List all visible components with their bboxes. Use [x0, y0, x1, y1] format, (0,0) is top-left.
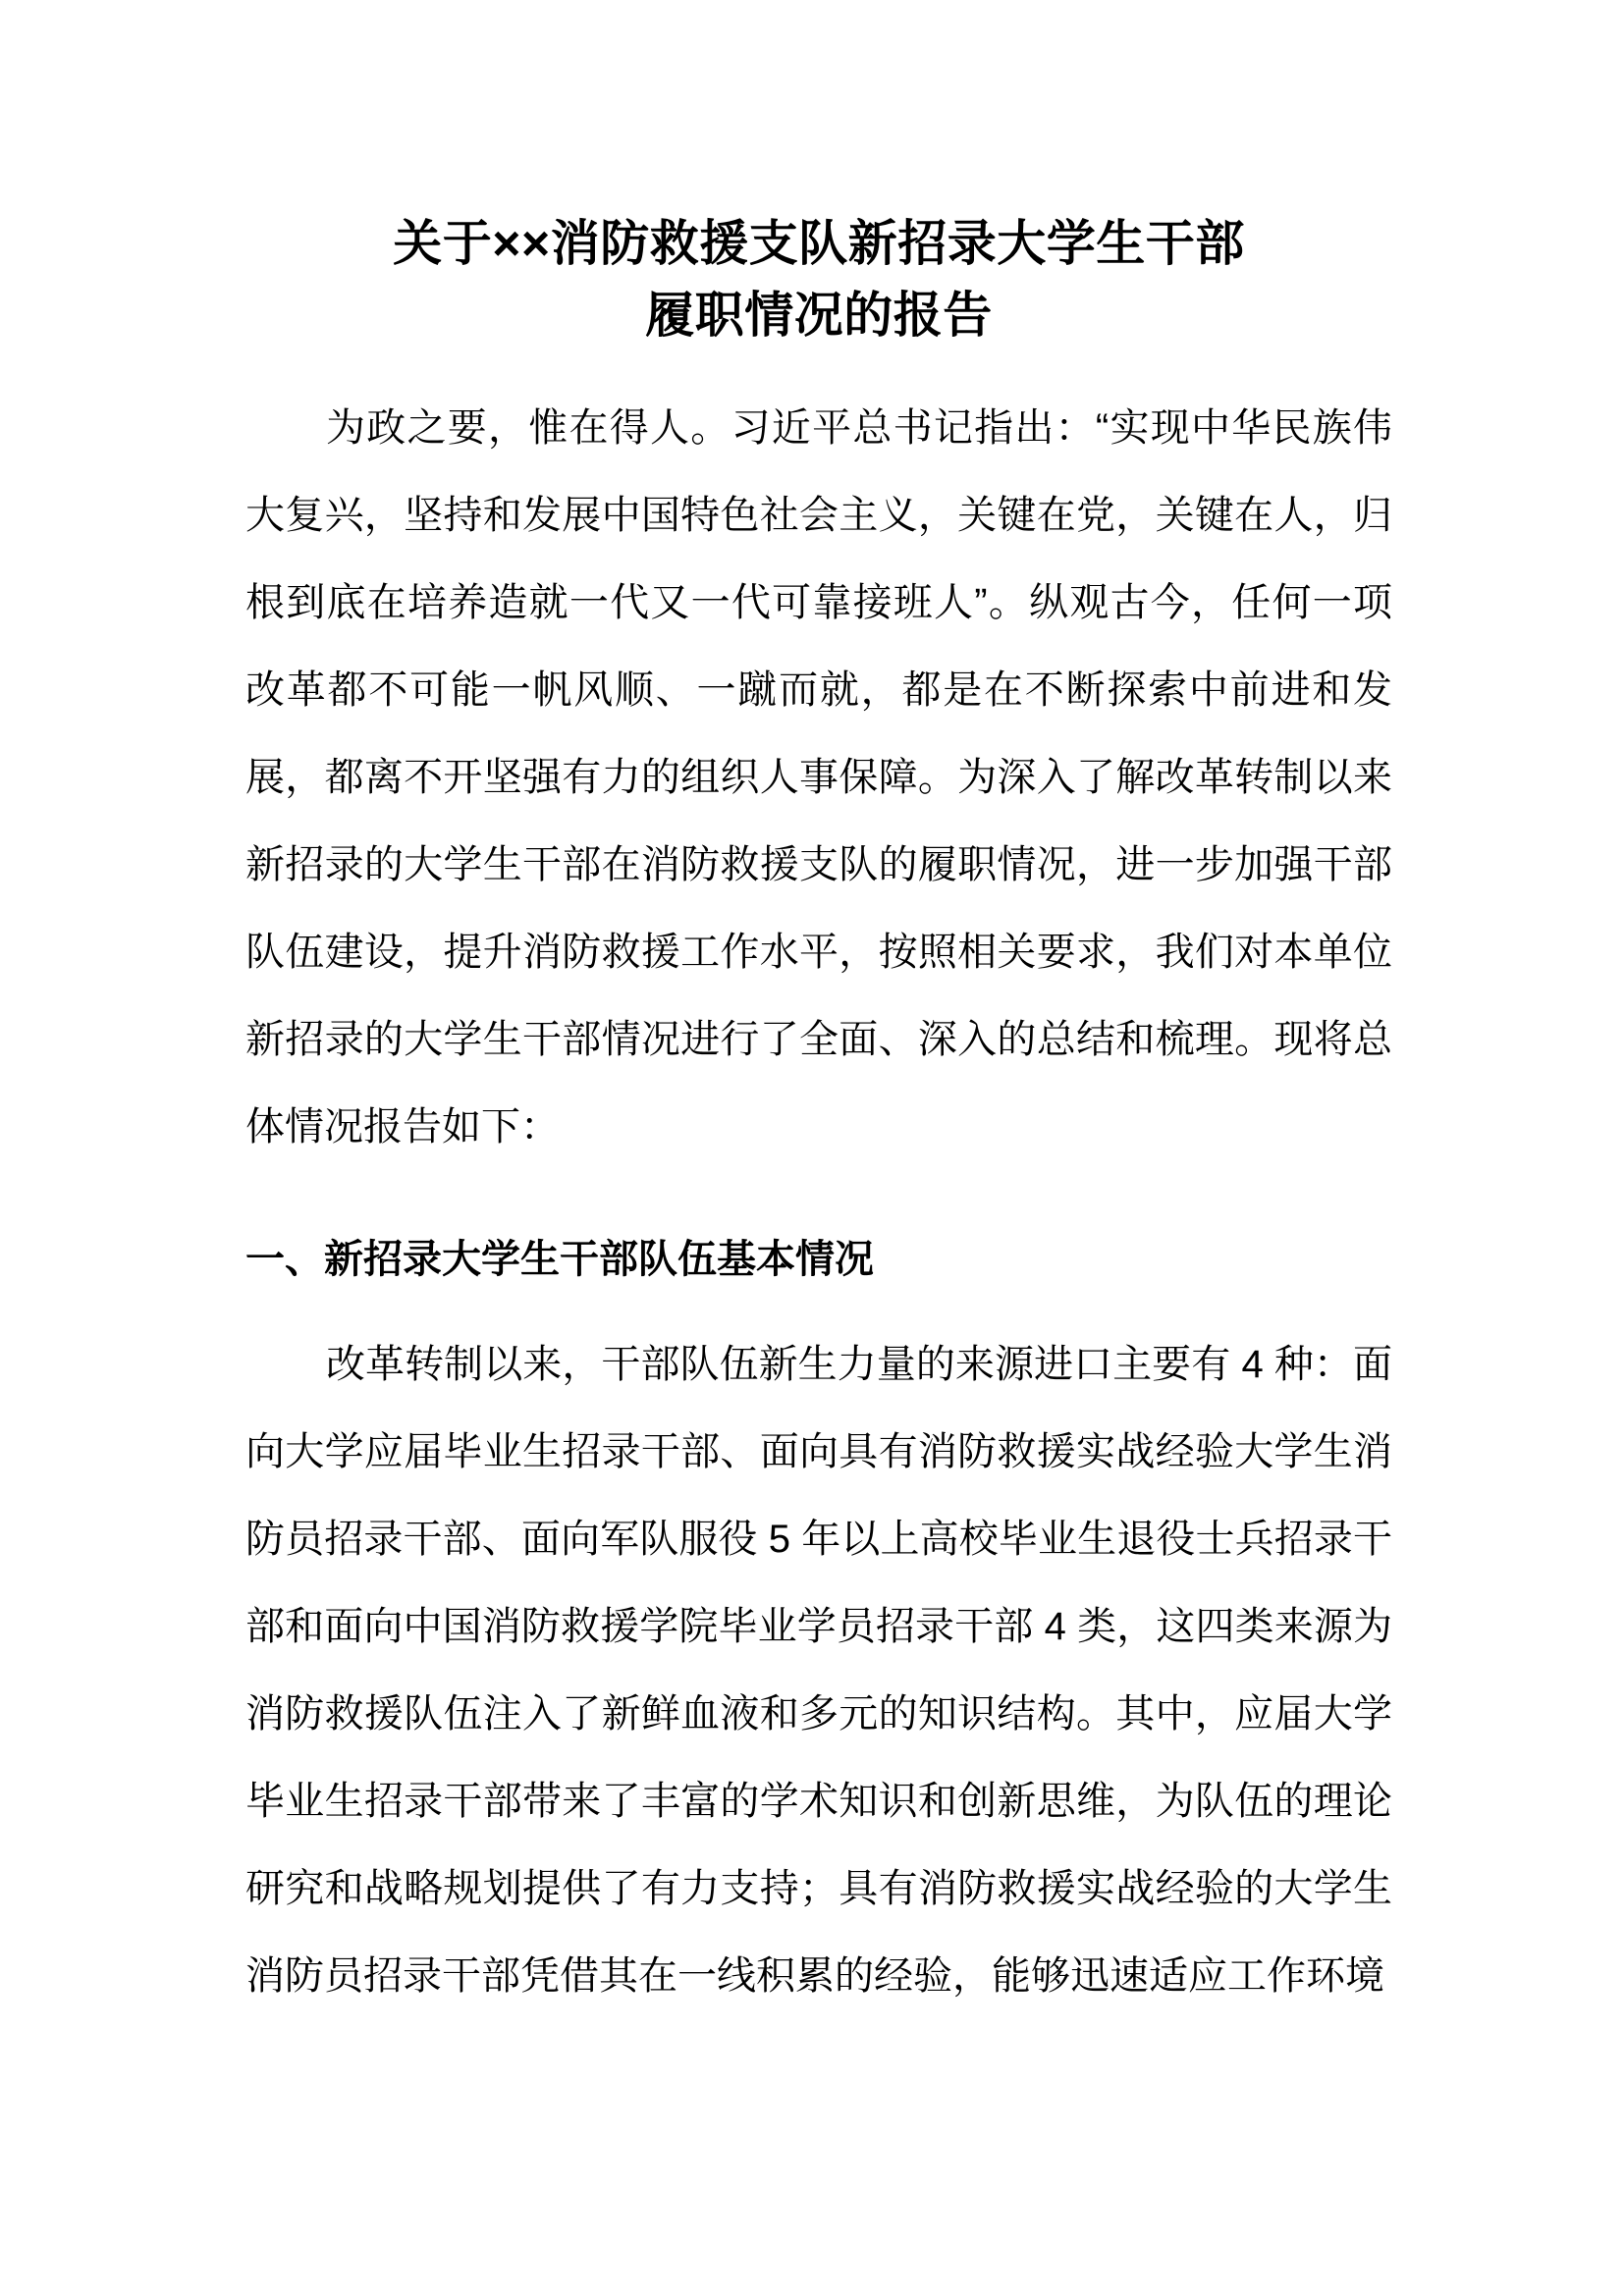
paragraph-section-one-body: 改革转制以来，干部队伍新生力量的来源进口主要有 4 种：面向大学应届毕业生招录干部、面向具有消防救援实战经验大学生消防员招录干部、面向军队服役 5 年以上高校毕业生退役士兵招录干部和面向中国消防救援学院毕业学员招录干部 4 类，这四类来源为消防救援队伍注入了新鲜血液和多元的知识结构。其中，应届大学毕业生招录干部带来了丰富的学术知识和创新思维，为队伍的理论研究和战略规划提供了有力支持；具有消防救援实战经验的大学生消防员招录干部凭借其在一线积累的经验，能够迅速适应工作环境	[245, 1343, 1392, 1998]
paragraph-introduction: 为政之要，惟在得人。习近平总书记指出：“实现中华民族伟大复兴，坚持和发展中国特色社会主义，关键在党，关键在人，归根到底在培养造就一代又一代可靠接班人”。纵观古今，任何一项改革都不可能一帆风顺、一蹴而就，都是在不断探索中前进和发展，都离不开坚强有力的组织人事保障。为深入了解改革转制以来新招录的大学生干部在消防救援支队的履职情况，进一步加强干部队伍建设，提升消防救援工作水平，按照相关要求，我们对本单位新招录的大学生干部情况进行了全面、深入的总结和梳理。现将总体情况报告如下：	[245, 406, 1392, 1148]
page-title	[245, 0, 1392, 351]
section-heading-one: 一、新招录大学生干部队伍基本情况	[245, 1238, 874, 1281]
document-content-column	[245, 0, 1392, 2020]
document-title-line-2: 履职情况的报告	[645, 288, 993, 343]
document-title-line-1: 关于××消防救援支队新招录大学生干部	[393, 216, 1245, 271]
